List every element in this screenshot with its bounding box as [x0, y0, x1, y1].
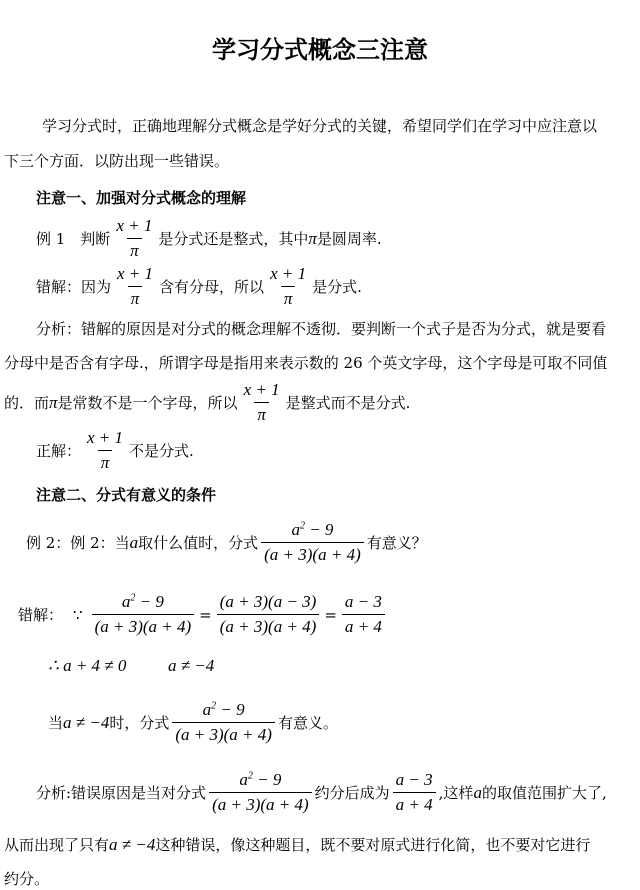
fraction-numerator: $a^2 - 9$ [121, 592, 164, 611]
when-condition: a ≠ −4 [63, 712, 110, 732]
analysis2-prefix: 分析:错误原因是当对分式 [36, 784, 207, 802]
correct1-end: 不是分式. [129, 442, 194, 460]
section2-heading: 注意二、分式有意义的条件 [36, 486, 217, 504]
correct1-prefix: 正解： [36, 442, 82, 460]
wrong2-fraction-a [92, 592, 195, 637]
fraction-numerator: x + 1 [117, 264, 154, 283]
fraction-denominator: (a + 3)(a + 4) [217, 614, 320, 637]
example1-fraction [113, 216, 155, 261]
when-mid: 时，分式 [109, 714, 170, 732]
analysis2-mid: 约分后成为 [314, 784, 390, 802]
wrong1-prefix: 错解：因为 [36, 278, 112, 296]
because-symbol: ∵ [73, 605, 83, 624]
analysis1-line3-mid: 是常数不是一个字母，所以 [57, 394, 238, 412]
analysis2-line2-condition: a ≠ −4 [109, 834, 156, 854]
equals-sign: = [324, 605, 337, 624]
equals-sign: = [199, 605, 212, 624]
example2 [26, 520, 427, 565]
intro-line-2: 下三个方面．以防出现一些错误。 [4, 152, 230, 170]
wrong2-label: 错解： [18, 606, 64, 624]
neq-line: a ≠ −4 [168, 656, 215, 675]
analysis2-line-1 [36, 770, 607, 815]
therefore-line: ∴ a + 4 ≠ 0 [48, 656, 127, 675]
fraction-numerator: (a + 3)(a − 3) [219, 592, 317, 611]
analysis1-line3-end: 是整式而不是分式. [285, 394, 411, 412]
analysis2-line2-end: 这种错误，像这种题目，既不要对原式进行化简，也不要对它进行 [155, 836, 591, 854]
example2-end: 有意义？ [366, 534, 427, 552]
fraction-denominator: π [281, 286, 296, 309]
fraction-numerator: x + 1 [116, 216, 153, 235]
analysis2-end: 的取值范围扩大了, [481, 784, 607, 802]
when-line [48, 700, 338, 745]
when-end: 有意义。 [277, 714, 338, 732]
wrong1-fraction-b [267, 264, 309, 309]
fraction-denominator: (a + 3)(a + 4) [172, 722, 275, 745]
intro-line-1: 学习分式时，正确地理解分式概念是学好分式的关键，希望同学们在学习中应注意以 [42, 117, 598, 135]
wrong-solution-2 [18, 592, 388, 637]
fraction-denominator: π [254, 402, 269, 425]
analysis2-fraction-c [393, 770, 436, 815]
fraction-numerator: a − 3 [395, 770, 433, 789]
fraction-numerator: a − 3 [344, 592, 382, 611]
fraction-denominator: π [128, 286, 143, 309]
wrong2-fraction-c [342, 592, 385, 637]
variable-a: a [129, 532, 139, 552]
fraction-denominator: π [98, 450, 113, 473]
fraction-numerator: x + 1 [243, 380, 280, 399]
example1-end: 是圆周率. [316, 230, 382, 248]
fraction-denominator: a + 4 [342, 614, 385, 637]
fraction-denominator: (a + 3)(a + 4) [261, 542, 364, 565]
wrong1-fraction-a [114, 264, 156, 309]
analysis1-line3-prefix: 的．而 [4, 394, 50, 412]
fraction-denominator: (a + 3)(a + 4) [92, 614, 195, 637]
when-fraction [172, 700, 275, 745]
example1 [36, 216, 382, 261]
wrong-solution-1 [36, 264, 362, 309]
example2-mid: 取什么值时，分式 [138, 534, 259, 552]
example1-suffix: 是分式还是整式，其中 [158, 230, 309, 248]
example2-fraction [261, 520, 364, 565]
page-title: 学习分式概念三注意 [212, 36, 428, 64]
analysis2-line-2 [4, 834, 590, 855]
wrong1-mid: 含有分母，所以 [159, 278, 265, 296]
analysis1-line-2: 分母中是否含有字母.，所谓字母是指用来表示数的 26 个英文字母，这个字母是可取不同值 [4, 354, 608, 372]
analysis2-line2-prefix: 从而出现了只有 [4, 836, 110, 854]
analysis1-line-3 [4, 380, 410, 425]
analysis1-line-1: 分析：错解的原因是对分式的概念理解不透彻．要判断一个式子是否为分式，就是要看 [36, 320, 607, 338]
fraction-numerator: $a^2 - 9$ [239, 770, 282, 789]
fraction-denominator: (a + 3)(a + 4) [209, 792, 312, 815]
when-prefix: 当 [48, 714, 64, 732]
fraction-numerator: $a^2 - 9$ [202, 700, 245, 719]
analysis2-line-3: 约分。 [4, 870, 50, 888]
fraction-denominator: π [127, 238, 142, 261]
fraction-numerator: x + 1 [87, 428, 124, 447]
fraction-denominator: a + 4 [393, 792, 436, 815]
analysis1-fraction [241, 380, 283, 425]
correct-solution-1 [36, 428, 194, 473]
example1-prefix: 例 1 判断 [36, 230, 111, 248]
wrong2-fraction-b [217, 592, 320, 637]
wrong1-end: 是分式. [312, 278, 362, 296]
variable-a: a [473, 782, 482, 802]
fraction-numerator: $a^2 - 9$ [291, 520, 334, 539]
section1-heading: 注意一、加强对分式概念的理解 [36, 189, 247, 207]
correct1-fraction [84, 428, 126, 473]
pi-symbol: π [49, 392, 58, 412]
fraction-numerator: x + 1 [270, 264, 307, 283]
example2-prefix: 例 2：例 2：当 [26, 534, 130, 552]
analysis2-fraction-a [209, 770, 312, 815]
pi-symbol: π [308, 228, 317, 248]
analysis2-suffix: ,这样 [438, 784, 474, 802]
